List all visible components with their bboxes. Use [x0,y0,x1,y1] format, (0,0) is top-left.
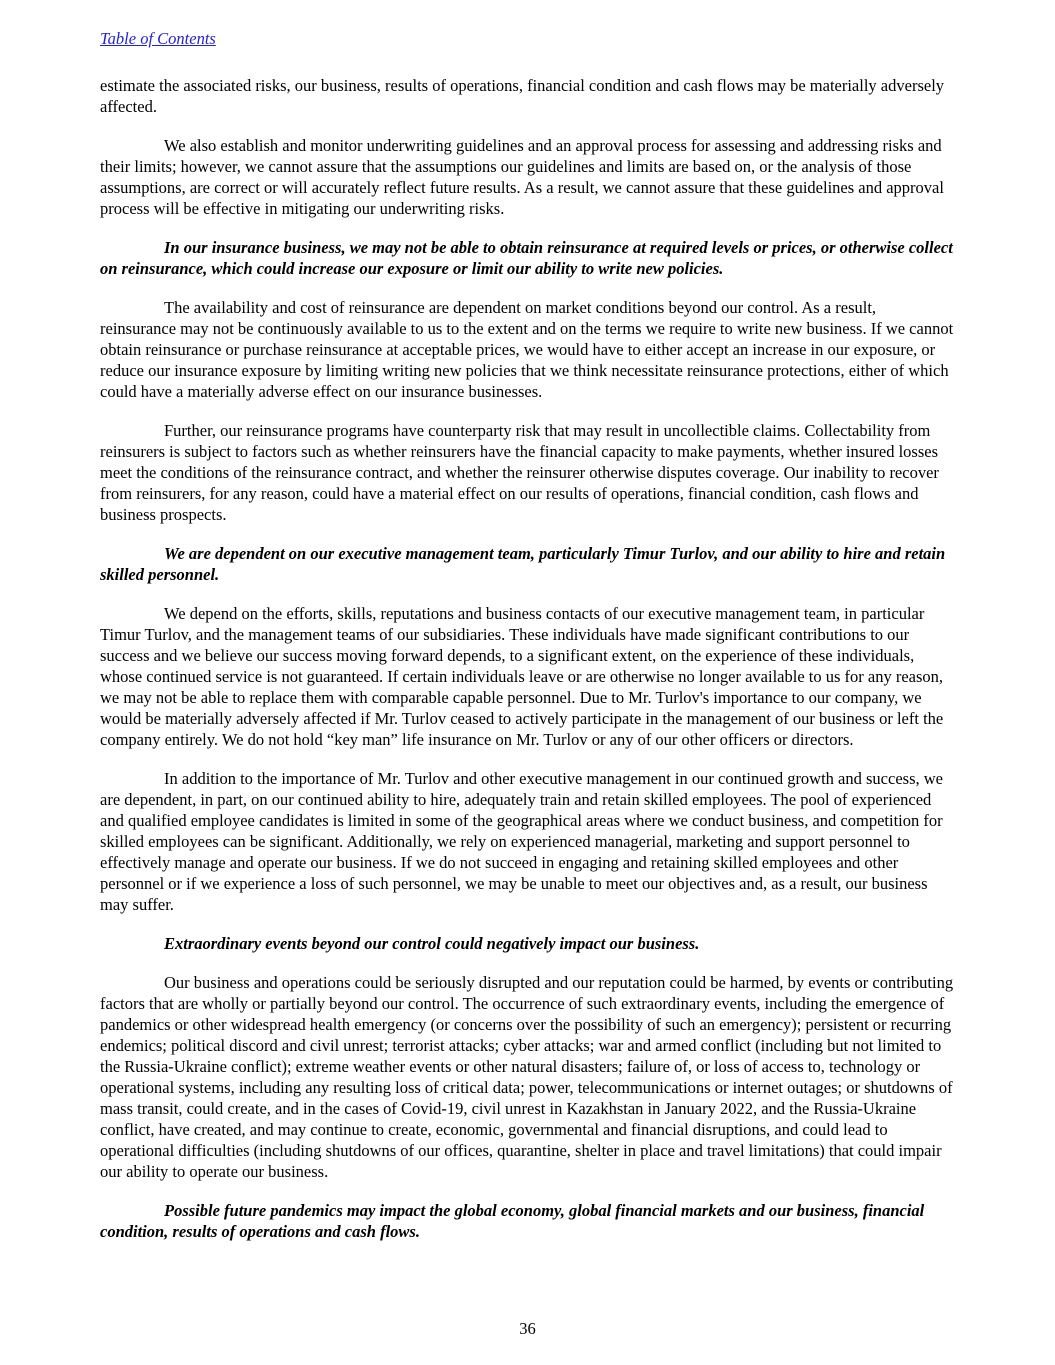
document-content [100,75,955,1242]
risk-factor-heading: Extraordinary events beyond our control could negatively impact our business. [164,934,700,953]
paragraph: We also establish and monitor underwriting guidelines and an approval process for assessing and addressing risks and their limits; however, we cannot assure that the assumptions our guidelines and limits are based on, or the analysis of those assumptions, are correct or will accurately reflect future results. As a result, we cannot assure that these guidelines and approval process will be effective in mitigating our underwriting risks. [100,136,944,218]
risk-factor-heading: We are dependent on our executive management team, particularly Timur Turlov, and our ability to hire and retain skilled personnel. [100,544,946,584]
paragraph: The availability and cost of reinsurance are dependent on market conditions beyond our control. As a result, reinsurance may not be continuously available to us to the extent and on the terms we require to write new business. If we cannot obtain reinsurance or purchase reinsurance at acceptable prices, we would have to either accept an increase in our exposure, or reduce our insurance exposure by limiting writing new policies that we think necessitate reinsurance protections, either of which could have a materially adverse effect on our insurance businesses. [100,298,954,401]
paragraph: We depend on the efforts, skills, reputations and business contacts of our executive management team, in particular Timur Turlov, and the management teams of our subsidiaries. These individuals have made significant contributions to our success and we believe our success moving forward depends, to a significant extent, on the experience of these individuals, whose continued service is not guaranteed. If certain individuals leave or are otherwise no longer available to us for any reason, we may not be able to replace them with comparable capable personnel. Due to Mr. Turlov's importance to our company, we would be materially adversely affected if Mr. Turlov ceased to actively participate in the management of our business or left the company entirely. We do not hold “key man” life insurance on Mr. Turlov or any of our other officers or directors. [100,604,944,749]
paragraph: In addition to the importance of Mr. Turlov and other executive management in our continued growth and success, we are dependent, in part, on our continued ability to hire, adequately train and retain skilled employees. The pool of experienced and qualified employee candidates is limited in some of the geographical areas where we conduct business, and competition for skilled employees can be significant. Additionally, we rely on experienced managerial, marketing and support personnel to effectively manage and operate our business. If we do not succeed in engaging and retaining skilled employees and other personnel or if we experience a loss of such personnel, we may be unable to meet our objectives and, as a result, our business may suffer. [100,769,943,914]
paragraph: Our business and operations could be seriously disrupted and our reputation could be harmed, by events or contributing factors that are wholly or partially beyond our control. The occurrence of such extraordinary events, including the emergence of pandemics or other widespread health emergency (or concerns over the possibility of such an emergency); persistent or recurring endemics; political discord and civil unrest; terrorist attacks; cyber attacks; war and armed conflict (including but not limited to the Russia-Ukraine conflict); extreme weather events or other natural disasters; failure of, or loss of access to, technology or operational systems, including any resulting loss of critical data; power, telecommunications or internet outages; or shutdowns of mass transit, could create, and in the cases of Covid-19, civil unrest in Kazakhstan in January 2022, and the Russia-Ukraine conflict, have created, and may continue to create, economic, governmental and financial disruptions, and could lead to operational difficulties (including shutdowns of our offices, quarantine, shelter in place and travel limitations) that could impair our ability to operate our business. [100,973,954,1181]
paragraph: Further, our reinsurance programs have counterparty risk that may result in uncollectible claims. Collectability from reinsurers is subject to factors such as whether reinsurers have the financial capacity to make payments, whether insured losses meet the conditions of the reinsurance contract, and whether the reinsurer otherwise disputes coverage. Our inability to recover from reinsurers, for any reason, could have a material effect on our results of operations, financial condition, cash flows and business prospects. [100,421,939,524]
paragraph: estimate the associated risks, our business, results of operations, financial condition and cash flows may be materially adversely affected. [100,76,945,116]
toc-row [100,28,955,49]
risk-factor-heading: Possible future pandemics may impact the global economy, global financial markets and our business, financial condition, results of operations and cash flows. [100,1201,925,1241]
page-footer [0,1318,1055,1339]
risk-factor-heading: In our insurance business, we may not be able to obtain reinsurance at required levels or prices, or otherwise collect on reinsurance, which could increase our exposure or limit our ability to write new policies. [100,238,953,278]
page-number: 36 [519,1319,536,1338]
table-of-contents-link[interactable]: Table of Contents [100,29,216,48]
